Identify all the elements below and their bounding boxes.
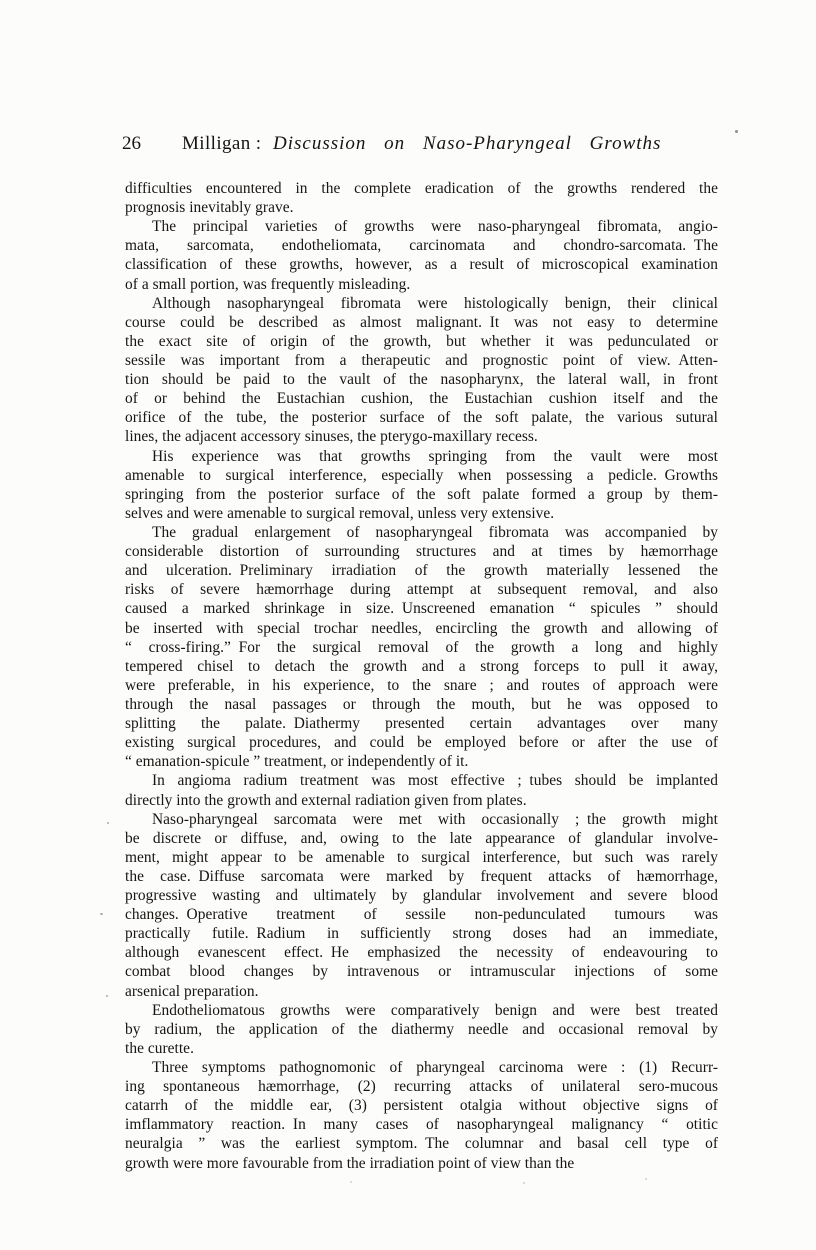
text-line: The gradual enlargement of nasopharyngeal fibromata was accompanied by [152, 523, 718, 541]
text-line: of a small portion, was frequently misleading. [125, 275, 411, 293]
page-body-text [125, 179, 718, 1173]
text-line: risks of severe hæmorrhage during attempt at subsequent removal, and also [125, 581, 718, 599]
text-line: considerable distortion of surrounding structures and at times by hæmorrhage [125, 543, 718, 561]
text-line: imflammatory reaction. In many cases of nasopharyngeal malignancy “ otitic [125, 1116, 718, 1134]
text-line: by radium, the application of the diathermy needle and occasional removal by [125, 1020, 718, 1038]
text-line: be inserted with special trochar needles, encircling the growth and allowing of [125, 619, 718, 637]
paragraph [125, 771, 718, 809]
scan-speck [735, 130, 738, 133]
text-line: catarrh of the middle ear, (3) persistent otalgia without objective signs of [125, 1097, 718, 1115]
paragraph [125, 294, 718, 447]
text-line: changes. Operative treatment of sessile non-pedunculated tumours was [125, 906, 718, 924]
text-line: of or behind the Eustachian cushion, the Eustachian cushion itself and the [125, 390, 718, 408]
paragraph [125, 523, 718, 771]
text-line: caused a marked shrinkage in size. Unscreened emanation “ spicules ” should [125, 600, 718, 618]
text-line: the exact site of origin of the growth, but whether it was pedunculated or [125, 332, 718, 350]
paragraph [125, 217, 718, 293]
text-line: course could be described as almost malignant. It was not easy to determine [125, 313, 718, 331]
text-line: the curette. [125, 1039, 194, 1057]
scan-speck [645, 1178, 647, 1180]
paragraph [125, 447, 718, 523]
text-line: through the nasal passages or through the mouth, but he was opposed to [125, 695, 718, 713]
text-line: selves and were amenable to surgical removal, unless very extensive. [125, 504, 555, 522]
text-line: tion should be paid to the vault of the nasopharynx, the lateral wall, in front [125, 371, 718, 389]
text-line: combat blood changes by intravenous or intramuscular injections of some [125, 963, 718, 981]
text-line: splitting the palate. Diathermy presented certain advantages over many [125, 715, 718, 733]
text-line: practically futile. Radium in sufficiently strong doses had an immediate, [125, 925, 718, 943]
paragraph [125, 810, 718, 1001]
text-line: growth were more favourable from the irradiation point of view than the [125, 1154, 575, 1172]
text-line: progressive wasting and ultimately by glandular involvement and severe blood [125, 887, 718, 905]
text-line: Endotheliomatous growths were comparatively benign and were best treated [152, 1001, 718, 1019]
paragraph [125, 1058, 718, 1173]
text-line: difficulties encountered in the complete eradication of the growths rendered the [125, 180, 718, 197]
text-line: tempered chisel to detach the growth and a strong forceps to pull it away, [125, 657, 718, 675]
text-line: prognosis inevitably grave. [125, 199, 294, 217]
page-number: 26 [122, 133, 141, 154]
scan-speck [523, 1182, 525, 1184]
text-line: ing spontaneous hæmorrhage, (2) recurring attacks of unilateral sero-mucous [125, 1078, 718, 1096]
text-line: His experience was that growths springing from the vault were most [152, 447, 718, 465]
text-line: “ cross-firing.” For the surgical removal of the growth a long and highly [125, 638, 718, 656]
text-line: Naso-pharyngeal sarcomata were met with occasionally ; the growth might [152, 810, 718, 828]
paragraph [125, 179, 718, 217]
running-head [0, 131, 816, 159]
text-line: mata, sarcomata, endotheliomata, carcinomata and chondro-sarcomata. The [125, 237, 718, 255]
text-line: “ emanation-spicule ” treatment, or independently of it. [125, 753, 469, 771]
text-line: existing surgical procedures, and could be employed before or after the use of [125, 734, 718, 752]
scan-speck [100, 913, 103, 915]
text-line: amenable to surgical interference, especially when possessing a pedicle. Growths [125, 466, 718, 484]
running-head-title: Discussion on Naso-Pharyngeal Growths [273, 133, 662, 154]
text-line: and ulceration. Preliminary irradiation of the growth materially lessened the [125, 562, 718, 580]
text-line: arsenical preparation. [125, 982, 259, 1000]
text-line: The principal varieties of growths were naso-pharyngeal fibromata, angio- [152, 218, 718, 236]
text-line: In angioma radium treatment was most effective ; tubes should be implanted [152, 772, 718, 790]
text-line: orifice of the tube, the posterior surface of the soft palate, the various sutural [125, 409, 718, 427]
paragraph [125, 1001, 718, 1058]
text-line: although evanescent effect. He emphasized the necessity of endeavouring to [125, 944, 718, 962]
text-line: classification of these growths, however, as a result of microscopical examination [125, 256, 718, 274]
scan-speck [107, 822, 109, 824]
text-line: were preferable, in his experience, to the snare ; and routes of approach were [125, 676, 718, 694]
text-line: neuralgia ” was the earliest symptom. The columnar and basal cell type of [125, 1135, 718, 1153]
text-line: springing from the posterior surface of the soft palate formed a group by them- [125, 485, 718, 503]
text-line: directly into the growth and external radiation given from plates. [125, 791, 527, 809]
text-line: sessile was important from a therapeutic and prognostic point of view. Atten- [125, 351, 718, 369]
scan-speck [106, 995, 108, 997]
text-line: be discrete or diffuse, and, owing to the late appearance of glandular involve- [125, 829, 718, 847]
scan-speck [350, 1181, 352, 1183]
text-line: Three symptoms pathognomonic of pharyngeal carcinoma were : (1) Recurr- [152, 1059, 718, 1077]
text-line: ment, might appear to be amenable to surgical interference, but such was rarely [125, 848, 718, 866]
text-line: the case. Diffuse sarcomata were marked by frequent attacks of hæmorrhage, [125, 867, 718, 885]
text-line: lines, the adjacent accessory sinuses, the pterygo-maxillary recess. [125, 428, 538, 446]
text-line: Although nasopharyngeal fibromata were histologically benign, their clinical [152, 294, 718, 312]
running-head-author: Milligan : [182, 133, 262, 154]
